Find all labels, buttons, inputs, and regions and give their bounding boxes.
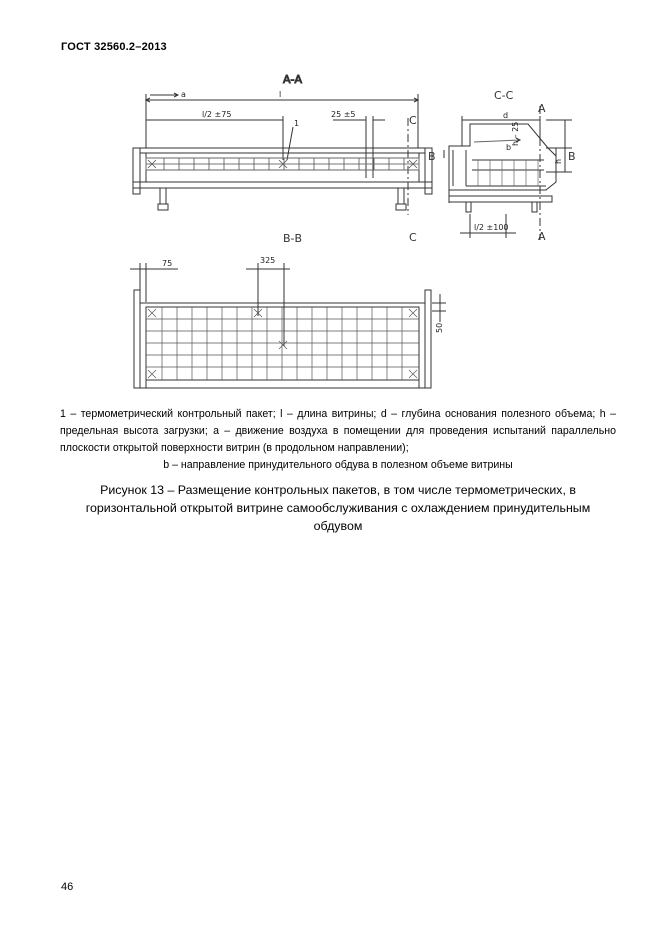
dim-75: 75 xyxy=(162,259,173,268)
dim-50: 50 xyxy=(435,322,444,333)
legend-text: 1 – термометрический контрольный пакет; l – длина витрины; d – глубина основания полезного объема; h – предельная высота загрузки; a – движение воздуха в помещении для проведения испытаний параллельно плоскости открытой поверхности витрин (в продольном направлении); xyxy=(60,408,616,454)
figure-legend xyxy=(60,406,616,474)
cut-a-top: А xyxy=(538,102,546,115)
label-b: b xyxy=(506,143,512,152)
dim-25: 25 ±5 xyxy=(331,110,356,119)
dim-l2: l/2 ±75 xyxy=(202,110,232,119)
dim-l2-100: l/2 ±100 xyxy=(474,223,509,232)
cut-b-right: В xyxy=(568,150,576,163)
legend-text-last: b – направление принудительного обдува в полезном объеме витрины xyxy=(163,459,513,471)
section-aa-label: А-А xyxy=(283,73,303,86)
cut-a-bottom: А xyxy=(538,230,546,243)
section-bb-label: В-В xyxy=(283,232,303,245)
dim-h: h xyxy=(554,158,563,164)
page-number: 46 xyxy=(61,881,74,893)
dim-d: d xyxy=(503,111,509,120)
cut-c-top: С xyxy=(409,114,417,127)
dim-l: l xyxy=(279,90,282,99)
label-1: 1 xyxy=(294,119,300,128)
section-cc-label: С-С xyxy=(494,89,514,102)
label-a: a xyxy=(181,90,186,99)
dim-h25: h – 25 xyxy=(511,121,520,146)
figure-title: Рисунок 13 – Размещение контрольных пакетов, в том числе термометрических, в горизонтальной открытой витрине самообслуживания с охлаждением принудительным обдувом xyxy=(85,483,591,533)
cut-c-bottom: С xyxy=(409,231,417,244)
technical-drawing xyxy=(0,0,661,400)
document-header: ГОСТ 32560.2–2013 xyxy=(61,41,167,53)
dim-325: 325 xyxy=(260,256,276,265)
cut-b-left: В xyxy=(428,150,436,163)
